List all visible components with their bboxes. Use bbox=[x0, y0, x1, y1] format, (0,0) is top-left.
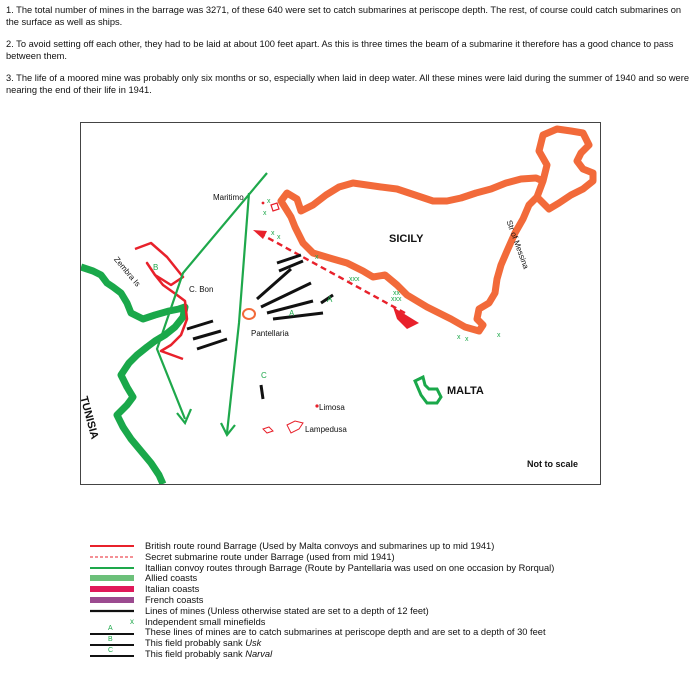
label-pantellaria: Pantellaria bbox=[251, 329, 289, 338]
legend-text: Italian coasts bbox=[145, 584, 200, 595]
legend-row-minefields bbox=[90, 617, 690, 628]
allied-coast-swatch bbox=[90, 573, 134, 584]
mine-line bbox=[273, 313, 323, 319]
notes-section bbox=[6, 4, 690, 106]
secret-route-swatch bbox=[90, 552, 134, 563]
minefield-x: x bbox=[457, 334, 461, 341]
note-2: 2. To avoid setting off each other, they had to be laid at about 100 feet apart. As this is three times the beam of a submarine it therefore has a good chance to pass between them. bbox=[6, 39, 674, 61]
note-3: 3. The life of a moored mine was probably only six months or so, especially when laid in deep water. All these mines were laid during the summer of 1940 and so were nearing the end of their life in 1941. bbox=[6, 73, 689, 95]
legend-text: British route round Barrage (Used by Malta convoys and submarines up to mid 1941) bbox=[145, 541, 495, 551]
periscope-symbol: A bbox=[108, 625, 113, 633]
minefield-x: xx bbox=[393, 290, 400, 297]
mine-line bbox=[261, 385, 263, 399]
maritimo-dot bbox=[262, 202, 265, 205]
mine-line bbox=[197, 339, 227, 349]
legend-row-british bbox=[90, 541, 690, 552]
legend-row-allied bbox=[90, 573, 690, 584]
maritimo-island bbox=[271, 203, 279, 211]
legend-text: Lines of mines (Unless otherwise stated are set to a depth of 12 feet) bbox=[145, 605, 429, 616]
legend-text: Independent small minefields bbox=[145, 616, 266, 627]
minefield-x: x bbox=[263, 210, 267, 217]
minefield-swatch: x bbox=[130, 616, 134, 626]
label-maritimo: Maritimo bbox=[213, 193, 244, 202]
mines-swatch bbox=[90, 606, 134, 617]
label-limosa: Limosa bbox=[319, 403, 345, 412]
legend-text: These lines of mines are to catch submarines at periscope depth and are set to a depth of 30 feet bbox=[145, 627, 546, 638]
secret-route-arrowhead bbox=[253, 230, 267, 239]
label-lampedusa: Lampedusa bbox=[305, 425, 347, 434]
malta-island bbox=[415, 377, 441, 403]
legend-row-usk bbox=[90, 638, 690, 649]
label-field-a1: A bbox=[289, 309, 295, 318]
tunisia-coast bbox=[81, 267, 185, 484]
label-not-to-scale: Not to scale bbox=[527, 459, 579, 469]
legend-row-narval bbox=[90, 646, 690, 660]
italian-route-swatch bbox=[90, 563, 134, 574]
vessel-name: Usk bbox=[245, 638, 262, 649]
minefield-x: x bbox=[497, 332, 501, 339]
legend-text-narval bbox=[145, 649, 272, 660]
legend-row-italian bbox=[90, 584, 690, 595]
label-field-c: C bbox=[261, 371, 267, 380]
legend-row-italian-route bbox=[90, 563, 690, 574]
label-field-a2: A bbox=[327, 295, 333, 304]
legend-row-secret bbox=[90, 552, 690, 563]
legend-text: French coasts bbox=[145, 594, 204, 605]
pantellaria-island bbox=[243, 309, 255, 319]
french-coast-swatch bbox=[90, 595, 134, 606]
legend-row-periscope bbox=[90, 627, 690, 638]
british-route bbox=[135, 243, 187, 359]
legend-row-french bbox=[90, 595, 690, 606]
italian-route-1 bbox=[157, 173, 267, 419]
legend-text: Allied coasts bbox=[145, 573, 198, 584]
legend-row-mines bbox=[90, 606, 690, 617]
legend-text: Itallian convoy routes through Barrage (Route by Pantellaria was used on one occasion by Rorqual) bbox=[145, 562, 555, 573]
italian-route-2 bbox=[227, 193, 249, 433]
vessel-name: Narval bbox=[245, 648, 273, 659]
label-field-b: B bbox=[153, 263, 159, 272]
note-1: 1. The total number of mines in the barrage was 3271, of these 640 were set to catch submarines at periscope depth. The rest, of course could catch submarines on the surface as well as ships. bbox=[6, 5, 682, 27]
label-malta: MALTA bbox=[447, 385, 484, 397]
minefield-x: x bbox=[271, 230, 275, 237]
legend-text: This field probably sank bbox=[145, 648, 246, 659]
lampedusa-island bbox=[263, 421, 303, 433]
label-zembra: Zembra Is bbox=[112, 255, 143, 289]
legend-text: This field probably sank bbox=[145, 638, 246, 649]
usk-symbol: B bbox=[108, 636, 113, 644]
minefield-x: x bbox=[315, 254, 319, 261]
legend-text-usk bbox=[145, 638, 261, 649]
label-c-bon: C. Bon bbox=[189, 285, 214, 294]
secret-route-arrowtail bbox=[393, 307, 419, 329]
label-tunisia: TUNISIA bbox=[77, 395, 101, 441]
label-sicily: SICILY bbox=[389, 233, 424, 245]
minefield-x: xxx bbox=[349, 276, 360, 283]
legend-text: Secret submarine route under Barrage (used from mid 1941) bbox=[145, 551, 395, 562]
mine-lines bbox=[187, 255, 333, 399]
narval-symbol: C bbox=[108, 646, 114, 654]
italian-coast-swatch bbox=[90, 584, 134, 595]
minefield-x: x bbox=[277, 234, 281, 241]
minefield-x: x bbox=[267, 198, 271, 205]
british-route-swatch bbox=[90, 541, 134, 552]
map-panel bbox=[77, 122, 601, 485]
minefield-x: x bbox=[465, 336, 469, 343]
mine-line bbox=[193, 331, 221, 339]
label-str-messina: Str of Messina bbox=[504, 219, 531, 271]
minefield-x: xxx bbox=[391, 296, 402, 303]
small-minefields bbox=[263, 198, 501, 343]
mine-line bbox=[187, 321, 213, 329]
legend bbox=[90, 541, 690, 660]
